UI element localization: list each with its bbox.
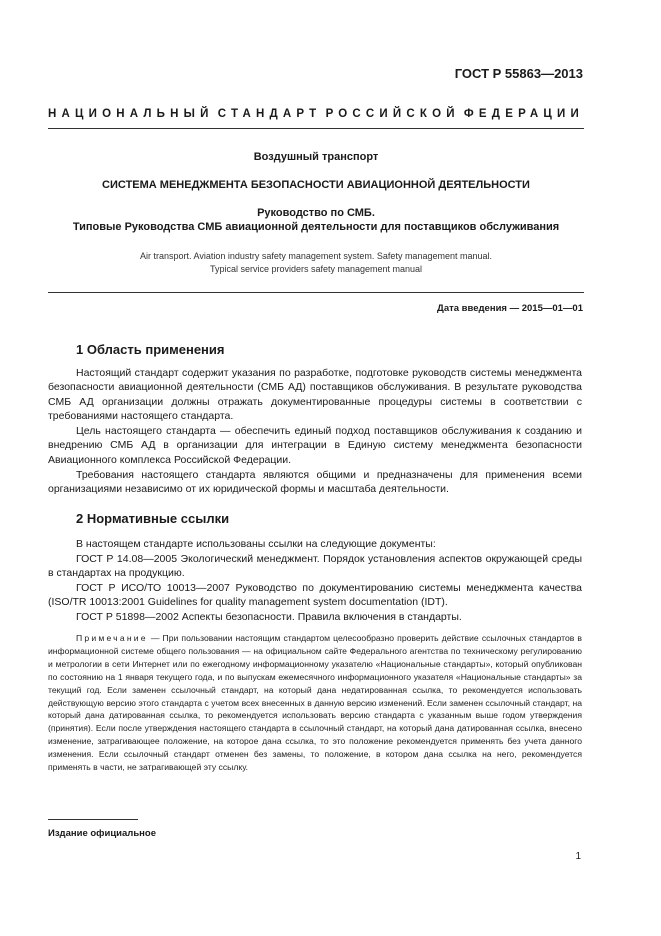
page-number: 1 [575,851,581,862]
section-1-paragraph: Требования настоящего стандарта являются общими и предназначены для применения всеми организациями независимо от их юридической формы и масштаба деятельности. [48,469,582,496]
section-2-reference: ГОСТ Р 14.08—2005 Экологический менеджмент. Порядок установления аспектов окружающей среды в стандартах на продукцию. [48,553,582,580]
title-sub-2: Типовые Руководства СМБ авиационной деятельности для поставщиков обслуживания [72,221,560,233]
document-code: ГОСТ Р 55863—2013 [454,66,583,81]
edition-label: Издание официальное [48,828,156,839]
standard-header-word: НАЦИОНАЛЬНЫЙ [48,108,214,120]
title-english-1: Air transport. Aviation industry safety management system. Safety management manual. [139,251,492,261]
section-2-title: 2 Нормативные ссылки [76,511,230,526]
note [48,632,582,774]
section-2-reference: ГОСТ Р ИСО/ТО 10013—2007 Руководство по документированию системы менеджмента качества (ISO/TR 10013:2001 Guidelines for quality management system documentation (IDT). [48,582,582,609]
title-sub-1: Руководство по СМБ. [257,207,375,219]
title-main: СИСТЕМА МЕНЕДЖМЕНТА БЕЗОПАСНОСТИ АВИАЦИОННОЙ ДЕЯТЕЛЬНОСТИ [102,179,530,191]
section-1-paragraph: Настоящий стандарт содержит указания по разработке, подготовке руководств системы менеджмента безопасности авиационной деятельности (СМБ АД) поставщиков обслуживания. В результате руководства СМБ АД организации должны отражать документированные процедуры системы в соответствии с требованиями настоящего стандарта. [48,367,582,423]
header-divider [48,128,584,129]
standard-header [48,108,584,120]
title-english-2: Typical service providers safety management manual [209,264,423,274]
note-label: Примечание [76,633,148,643]
standard-header-word: ФЕДЕРАЦИИ [463,108,584,120]
title-subject: Воздушный транспорт [253,151,379,163]
section-2-reference: ГОСТ Р 51898—2002 Аспекты безопасности. Правила включения в стандарты. [76,611,462,623]
section-1-title: 1 Область применения [76,342,225,357]
note-text: — При пользовании настоящим стандартом целесообразно проверить действие ссылочных стандартов в информационной системе общего пользования — на официальном сайте Федерального агентства по техническому регулированию и метрологии в сети Интернет или по ежегодному информационному указателю «Национальные стандарты», который опубликован по состоянию на 1 января текущего года, и по выпускам ежемесячного информационного указателя «Национальные стандарты» за текущий год. Если заменен ссылочный стандарт, на который дана недатированная ссылка, то рекомендуется использовать действующую версию этого стандарта с учетом всех внесенных в данную версию изменений. Если заменен ссылочный стандарт, на который дана датированная ссылка, то рекомендуется использовать версию стандарта с указанным выше годом утверждения (принятия). Если после утверждения настоящего стандарта в ссылочный стандарт, на который дана датированная ссылка, внесено изменение, затрагивающее положение, на которое дана ссылка, то это положение рекомендуется применять без учета данного изменения. Если ссылочный стандарт отменен без замены, то положение, в котором дана ссылка на него, рекомендуется применять в части, не затрагивающей эту ссылку. [48,633,582,773]
footer-divider [48,819,138,820]
title-divider [48,292,584,293]
section-1-paragraph: Цель настоящего стандарта — обеспечить единый подход поставщиков обслуживания к созданию и внедрению СМБ АД в организации для интеграции в Единую систему менеджмента безопасности Авиационного комплекса Российской Федерации. [48,425,582,466]
section-2-paragraph: В настоящем стандарте использованы ссылки на следующие документы: [76,538,436,550]
standard-header-word: РОССИЙСКОЙ [325,108,460,120]
introduction-date: Дата введения — 2015—01—01 [437,303,583,314]
standard-header-word: СТАНДАРТ [217,108,322,120]
